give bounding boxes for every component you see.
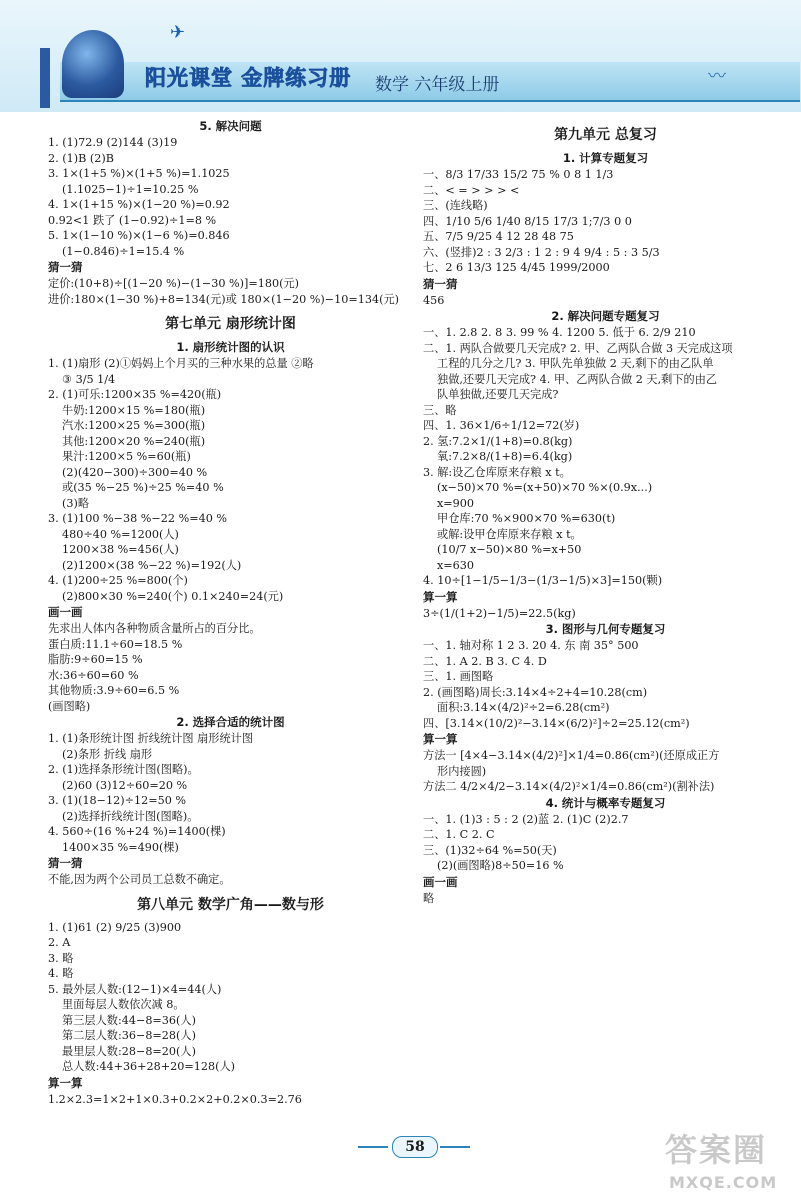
answer-line: 其他物质:3.9÷60=6.5 % <box>48 684 180 697</box>
answer-line: 三、(1)32÷64 %=50(天) <box>423 843 557 857</box>
answer-line: 2. (1)B (2)B <box>48 151 114 165</box>
answer-line: 队单独做,还要几天完成? <box>437 388 559 401</box>
watermark-text: 答案圈 <box>665 1131 768 1169</box>
answer-line: 或解:设甲仓库原来存粮 x t。 <box>437 527 582 541</box>
answer-line: 不能,因为两个公司员工总数不确定。 <box>48 873 231 886</box>
subject-grade: 数学 六年级上册 <box>375 75 500 95</box>
answer-line: 一、1. 轴对称 1 2 3. 20 4. 东 南 35° 500 <box>423 639 639 652</box>
answer-line: (3)略 <box>62 496 90 510</box>
answer-line: 2. (1)选择条形统计图(图略)。 <box>48 763 199 776</box>
answer-line: (2)条形 折线 扇形 <box>62 747 153 761</box>
section-title: 1. 计算专题复习 <box>562 151 649 165</box>
answer-line: (2)(画图略)8÷50=16 % <box>437 859 564 872</box>
answer-line: 先求出人体内各种物质含量所占的百分比。 <box>48 622 261 635</box>
answer-line: 4. (1)200÷25 %=800(个) <box>48 574 188 587</box>
section-title: 3. 图形与几何专题复习 <box>545 622 666 636</box>
answer-line: (x−50)×70 %=(x+50)×70 %×(0.9x...) <box>437 481 653 494</box>
page-number: 58 <box>392 1136 438 1158</box>
answer-line: 牛奶:1200×15 %=180(瓶) <box>62 403 206 417</box>
answer-line: 1.2×2.3=1×2+1×0.3+0.2×2+0.2×0.3=2.76 <box>48 1092 302 1106</box>
answer-line: 工程的几分之几? 3. 甲队先单独做 2 天,剩下的由乙队单 <box>437 357 714 370</box>
answer-line: 二、1. A 2. B 3. C 4. D <box>423 654 547 668</box>
section-title: 5. 解决问题 <box>199 119 262 133</box>
unit-title: 第八单元 数学广角——数与形 <box>137 896 324 913</box>
answer-line: 三、1. 画图略 <box>423 670 494 683</box>
answer-line: 二、1. 两队合做要几天完成? 2. 甲、乙两队合做 3 天完成这项 <box>423 341 733 355</box>
subsection-label: 算一算 <box>423 589 458 604</box>
answer-line: 脂肪:9÷60=15 % <box>48 653 143 666</box>
section-title: 4. 统计与概率专题复习 <box>545 795 666 810</box>
answer-line: 方法一 [4×4−3.14×(4/2)²]×1/4=0.86(cm²)(还原成正方 <box>423 749 720 762</box>
answer-line: ③ 3/5 1/4 <box>62 372 116 386</box>
answer-line: 四、1/10 5/6 1/40 8/15 17/3 1;7/3 0 0 <box>423 214 632 228</box>
answer-line: 水:36÷60=60 % <box>48 668 139 682</box>
answer-line: 1. (1)扇形 (2)①妈妈上个月买的三种水果的总量 ②略 <box>48 357 314 370</box>
answer-line: (2)1200×(38 %−22 %)=192(人) <box>62 558 242 572</box>
subsection-label: 猜一猜 <box>48 856 83 870</box>
subsection-label: 猜一猜 <box>423 276 458 291</box>
answer-line: (2)(420−300)÷300=40 % <box>62 465 208 479</box>
answer-line: 0.92<1 跌了 (1−0.92)÷1=8 % <box>48 213 217 227</box>
answer-line: 最里层人数:28−8=20(人) <box>62 1044 196 1058</box>
answer-line: 4. 略 <box>48 967 74 980</box>
answer-line: 第二层人数:36−8=28(人) <box>62 1029 196 1042</box>
answer-line: 或(35 %−25 %)÷25 %=40 % <box>62 481 224 494</box>
answer-line: 1. (1)条形统计图 折线统计图 扇形统计图 <box>48 732 254 745</box>
left-column <box>48 118 413 1107</box>
answer-line: 甲仓库:70 %×900×70 %=630(t) <box>437 512 616 525</box>
answer-line: 其他:1200×20 %=240(瓶) <box>62 434 206 448</box>
answer-line: 4. 560÷(16 %+24 %)=1400(棵) <box>48 825 226 838</box>
section-title: 2. 选择合适的统计图 <box>176 715 285 729</box>
book-title: 阳光课堂 金牌练习册 <box>145 66 352 90</box>
answer-line: 总人数:44+36+28+20=128(人) <box>62 1060 236 1073</box>
answer-line: 1400×35 %=490(棵) <box>62 840 179 854</box>
answer-line: (1−0.846)÷1=15.4 % <box>62 244 185 258</box>
answer-line: 5. 最外层人数:(12−1)×4=44(人) <box>48 982 222 996</box>
unit-title: 第七单元 扇形统计图 <box>165 316 296 332</box>
bird-icon: ✈ <box>170 22 186 43</box>
section-title: 1. 扇形统计图的认识 <box>176 340 285 354</box>
answer-line: 一、8/3 17/33 15/2 75 % 0 8 1 1/3 <box>423 168 614 181</box>
answer-line: 456 <box>423 293 445 307</box>
answer-line: (10/7 x−50)×80 %=x+50 <box>437 543 582 556</box>
answer-line: 3. 解:设乙仓库原来存粮 x t。 <box>423 465 571 479</box>
answer-content <box>48 118 793 1158</box>
answer-line: 3. 略 <box>48 951 74 965</box>
answer-line: 四、[3.14×(10/2)²−3.14×(6/2)²]÷2=25.12(cm²) <box>423 716 690 730</box>
answer-line: 3. (1)100 %−38 %−22 %=40 % <box>48 512 228 525</box>
answer-line: 二、< = > > > < <box>423 183 520 197</box>
section-title: 2. 解决问题专题复习 <box>551 309 660 323</box>
answer-line: 2. (画图略)周长:3.14×4÷2+4=10.28(cm) <box>423 685 648 699</box>
answer-line: 三、略 <box>423 403 457 417</box>
answer-line: (2)选择折线统计图(图略)。 <box>62 809 199 823</box>
answer-line: 果汁:1200×5 %=60(瓶) <box>62 450 191 463</box>
answer-line: 三、(连线略) <box>423 199 488 212</box>
answer-line: 第三层人数:44−8=36(人) <box>62 1013 196 1027</box>
answer-line: 1200×38 %=456(人) <box>62 543 179 556</box>
answer-line: 1. (1)72.9 (2)144 (3)19 <box>48 136 178 149</box>
subsection-label: 算一算 <box>423 732 458 746</box>
answer-line: 2. A <box>48 936 71 949</box>
watermark-logo <box>665 1125 790 1195</box>
unit-title: 第九单元 总复习 <box>554 127 657 143</box>
answer-line: 1. (1)61 (2) 9/25 (3)900 <box>48 920 182 934</box>
answer-line: 4. 10÷[1−1/5−1/3−(1/3−1/5)×3]=150(颗) <box>423 574 663 587</box>
answer-line: 3. 1×(1+5 %)×(1+5 %)=1.1025 <box>48 167 230 180</box>
answer-line: 2. 氢:7.2×1/(1+8)=0.8(kg) <box>423 434 573 448</box>
subsection-label: 画一画 <box>423 874 458 889</box>
answer-line: 汽水:1200×25 %=300(瓶) <box>62 419 206 432</box>
answer-line: 3÷(1/(1+2)−1/5)=22.5(kg) <box>423 606 576 620</box>
answer-line: (2)60 (3)12÷60=20 % <box>62 778 188 792</box>
answer-line: 七、2 6 13/3 125 4/45 1999/2000 <box>423 261 610 274</box>
answer-line: 定价:(10+8)÷[(1−20 %)−(1−30 %)]=180(元) <box>48 277 300 290</box>
globe-books-icon <box>62 30 124 98</box>
answer-line: 5. 1×(1−10 %)×(1−6 %)=0.846 <box>48 229 230 242</box>
answer-line: 形内接圆) <box>437 764 487 778</box>
answer-line: 氧:7.2×8/(1+8)=6.4(kg) <box>437 450 573 463</box>
answer-line: 略 <box>423 891 435 905</box>
right-column <box>423 118 788 906</box>
answer-line: 480÷40 %=1200(人) <box>62 527 179 541</box>
footer-wave-left <box>358 1146 388 1148</box>
answer-line: 蛋白质:11.1÷60=18.5 % <box>48 637 183 651</box>
answer-line: 一、1. 2.8 2. 8 3. 99 % 4. 1200 5. 低于 6. 2/9 210 <box>423 326 696 339</box>
watermark-url: MXQE.COM <box>669 1173 778 1192</box>
answer-line: 面积:3.14×(4/2)²÷2=6.28(cm²) <box>437 701 610 714</box>
answer-line: (画图略) <box>48 699 91 713</box>
answer-line: (1.1025−1)÷1=10.25 % <box>62 182 199 196</box>
logo-bar <box>40 48 50 108</box>
footer-wave-right <box>440 1146 470 1148</box>
answer-line: (2)800×30 %=240(个) 0.1×240=24(元) <box>62 589 284 603</box>
subsection-label: 画一画 <box>48 605 83 619</box>
answer-line: 二、1. C 2. C <box>423 828 495 841</box>
answer-line: x=630 <box>437 558 475 572</box>
answer-line: 五、7/5 9/25 4 12 28 48 75 <box>423 230 574 243</box>
answer-line: x=900 <box>437 496 475 510</box>
bird-icon: 〰 <box>708 66 726 87</box>
page-header <box>0 0 801 112</box>
answer-line: 方法二 4/2×4/2−3.14×(4/2)²×1/4=0.86(cm²)(割补法) <box>423 780 715 793</box>
subsection-label: 猜一猜 <box>48 260 83 274</box>
answer-line: 里面每层人数依次减 8。 <box>62 998 185 1011</box>
answer-line: 四、1. 36×1/6÷1/12=72(岁) <box>423 419 580 432</box>
answer-line: 独做,还要几天完成? 4. 甲、乙两队合做 2 天,剩下的由乙 <box>437 372 718 386</box>
subsection-label: 算一算 <box>48 1075 83 1090</box>
answer-line: 2. (1)可乐:1200×35 %=420(瓶) <box>48 388 222 401</box>
answer-line: 进价:180×(1−30 %)+8=134(元)或 180×(1−20 %)−10=134(元) <box>48 292 400 306</box>
answer-line: 一、1. (1)3 : 5 : 2 (2)蓝 2. (1)C (2)2.7 <box>423 812 629 826</box>
answer-line: 4. 1×(1+15 %)×(1−20 %)=0.92 <box>48 198 230 211</box>
answer-line: 3. (1)(18−12)÷12=50 % <box>48 794 187 807</box>
answer-line: 六、(竖排)2 : 3 2/3 : 1 2 : 9 4 9/4 : 5 : 3 5/3 <box>423 245 660 259</box>
